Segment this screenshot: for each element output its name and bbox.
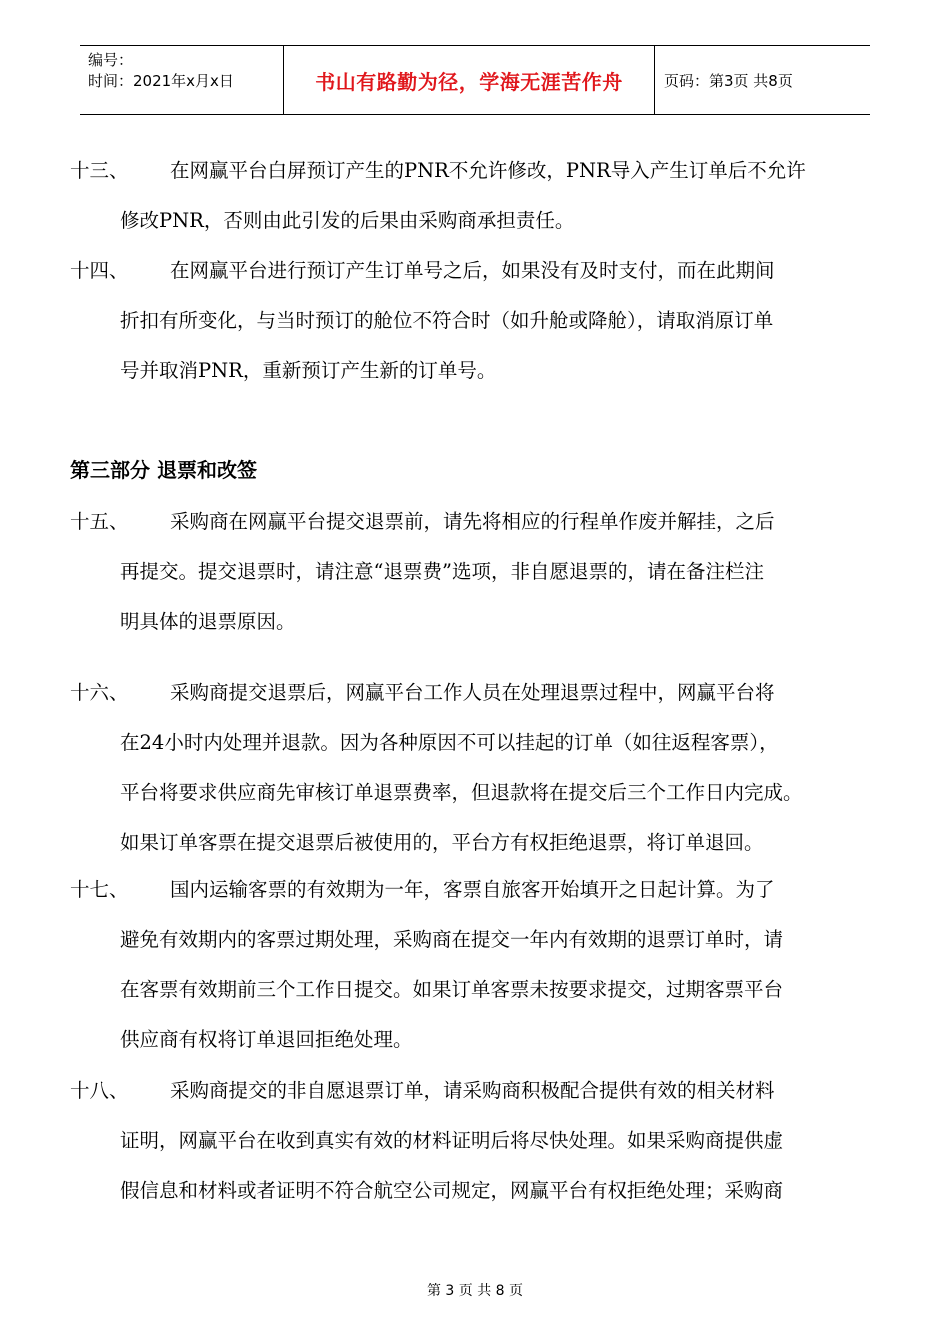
clause-line: 在客票有效期前三个工作日提交。如果订单客票未按要求提交，过期客票平台 xyxy=(120,978,784,1001)
clause-line: 避免有效期内的客票过期处理，采购商在提交一年内有效期的退票订单时，请 xyxy=(120,928,784,951)
page-footer: 第 3 页 共 8 页 xyxy=(426,1283,524,1299)
clause-number: 十八、 xyxy=(70,1079,129,1102)
clause-line: 修改PNR，否则由此引发的后果由采购商承担责任。 xyxy=(120,209,575,232)
clause-line: 采购商提交退票后，网赢平台工作人员在处理退票过程中，网赢平台将 xyxy=(170,681,775,704)
clause-13 xyxy=(70,146,890,246)
document-header xyxy=(80,45,870,115)
clause-line: 国内运输客票的有效期为一年，客票自旅客开始填开之日起计算。为了 xyxy=(170,878,775,901)
clause-16 xyxy=(70,668,890,868)
clause-18 xyxy=(70,1066,890,1216)
clause-line: 假信息和材料或者证明不符合航空公司规定，网赢平台有权拒绝处理；采购商 xyxy=(120,1179,784,1202)
clause-line: 证明，网赢平台在收到真实有效的材料证明后将尽快处理。如果采购商提供虚 xyxy=(120,1129,784,1152)
header-number-label: 编号： xyxy=(88,51,134,69)
clause-number: 十六、 xyxy=(70,681,129,704)
clause-line: 再提交。提交退票时，请注意“退票费”选项，非自愿退票的，请在备注栏注 xyxy=(120,560,764,583)
clause-15 xyxy=(70,497,890,647)
clause-line: 在网赢平台白屏预订产生的PNR不允许修改，PNR导入产生订单后不允许 xyxy=(170,159,806,182)
clause-line: 号并取消PNR，重新预订产生新的订单号。 xyxy=(120,359,497,382)
clause-line: 折扣有所变化，与当时预订的舱位不符合时（如升舱或降舱），请取消原订单 xyxy=(120,309,774,332)
clause-line: 平台将要求供应商先审核订单退票费率，但退款将在提交后三个工作日内完成。 xyxy=(120,781,803,804)
clause-line: 明具体的退票原因。 xyxy=(120,610,296,633)
clause-line: 在网赢平台进行预订产生订单号之后，如果没有及时支付，而在此期间 xyxy=(170,259,775,282)
header-motto: 书山有路勤为径，学海无涯苦作舟 xyxy=(315,70,623,94)
clause-line: 在24小时内处理并退款。因为各种原因不可以挂起的订单（如往返程客票）， xyxy=(120,731,779,754)
clause-line: 采购商在网赢平台提交退票前，请先将相应的行程单作废并解挂，之后 xyxy=(170,510,775,533)
header-time-label: 时间：2021年x月x日 xyxy=(88,72,234,90)
clause-17 xyxy=(70,865,890,1065)
clause-14 xyxy=(70,246,890,396)
header-divider xyxy=(654,46,655,114)
section-title: 第三部分 退票和改签 xyxy=(70,458,257,482)
header-page-label: 页码：第3页 共8页 xyxy=(664,72,793,90)
clause-number: 十五、 xyxy=(70,510,129,533)
clause-number: 十七、 xyxy=(70,878,129,901)
header-meta xyxy=(88,50,234,92)
clause-line: 如果订单客票在提交退票后被使用的，平台方有权拒绝退票，将订单退回。 xyxy=(120,831,764,854)
clause-line: 采购商提交的非自愿退票订单，请采购商积极配合提供有效的相关材料 xyxy=(170,1079,775,1102)
clause-line: 供应商有权将订单退回拒绝处理。 xyxy=(120,1028,413,1051)
clause-number: 十三、 xyxy=(70,159,129,182)
clause-number: 十四、 xyxy=(70,259,129,282)
